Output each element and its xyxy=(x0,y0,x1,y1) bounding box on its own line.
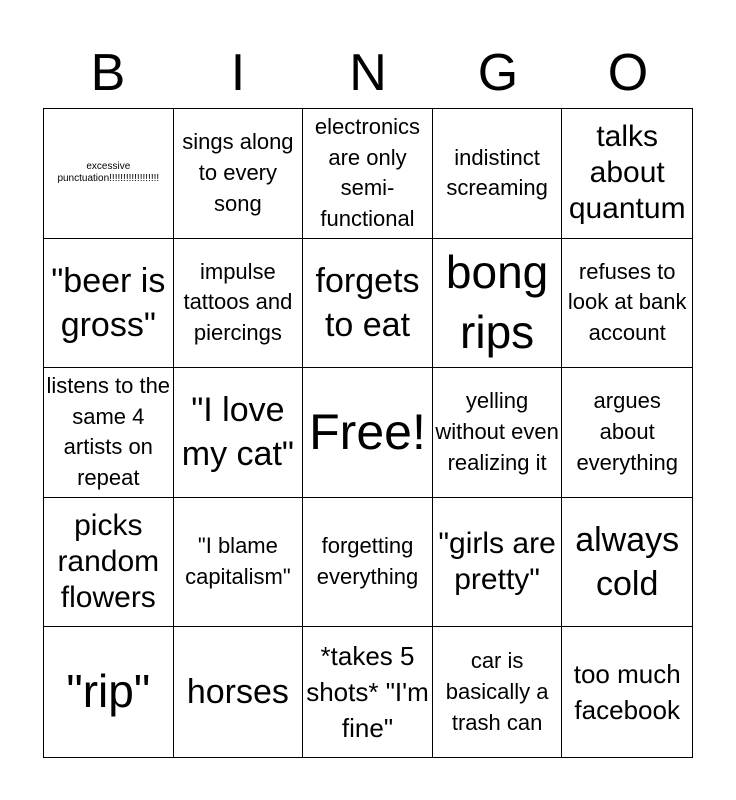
bingo-cell[interactable]: always cold xyxy=(562,498,692,628)
bingo-cell[interactable]: "I love my cat" xyxy=(174,368,304,498)
bingo-cell[interactable]: bong rips xyxy=(433,239,563,369)
header-letter-g: G xyxy=(477,44,519,102)
bingo-cell[interactable]: horses xyxy=(174,627,304,757)
free-space-cell[interactable]: Free! xyxy=(303,368,433,498)
bingo-cell[interactable]: electronics are only semi-functional xyxy=(303,109,433,239)
bingo-cell[interactable]: too much facebook xyxy=(573,658,681,726)
bingo-cell[interactable]: forgets to eat xyxy=(303,239,433,369)
bingo-cell[interactable]: argues about everything xyxy=(562,368,692,498)
bingo-cell[interactable]: "I blame capitalism" xyxy=(174,498,304,628)
bingo-cell[interactable]: "rip" xyxy=(44,627,174,757)
bingo-cell[interactable]: talks about quantum xyxy=(562,109,692,239)
bingo-header xyxy=(43,40,693,106)
bingo-cell[interactable]: yelling without even realizing it xyxy=(433,368,563,498)
bingo-cell[interactable]: sings along to every song xyxy=(174,109,304,239)
bingo-cell[interactable]: indistinct screaming xyxy=(433,109,563,239)
bingo-cell[interactable]: forgetting everything xyxy=(303,498,433,628)
header-letter-o: O xyxy=(607,44,649,102)
bingo-cell[interactable]: refuses to look at bank account xyxy=(562,239,692,369)
bingo-cell[interactable]: impulse tattoos and piercings xyxy=(174,239,304,369)
header-letter-b: B xyxy=(90,44,126,102)
header-letter-n: N xyxy=(349,44,387,102)
bingo-cell[interactable]: "beer is gross" xyxy=(44,239,174,369)
bingo-cell[interactable]: picks random flowers xyxy=(44,498,174,628)
header-letter-i: I xyxy=(230,44,246,102)
bingo-cell[interactable]: "girls are pretty" xyxy=(433,498,563,628)
bingo-cell[interactable]: excessive punctuation!!!!!!!!!!!!!!!!!! xyxy=(44,109,174,239)
bingo-cell[interactable]: listens to the same 4 artists on repeat xyxy=(44,368,174,498)
bingo-board xyxy=(43,108,693,758)
bingo-cell[interactable]: car is basically a trash can xyxy=(433,627,563,757)
bingo-cell[interactable]: *takes 5 shots* "I'm fine" xyxy=(303,627,433,757)
